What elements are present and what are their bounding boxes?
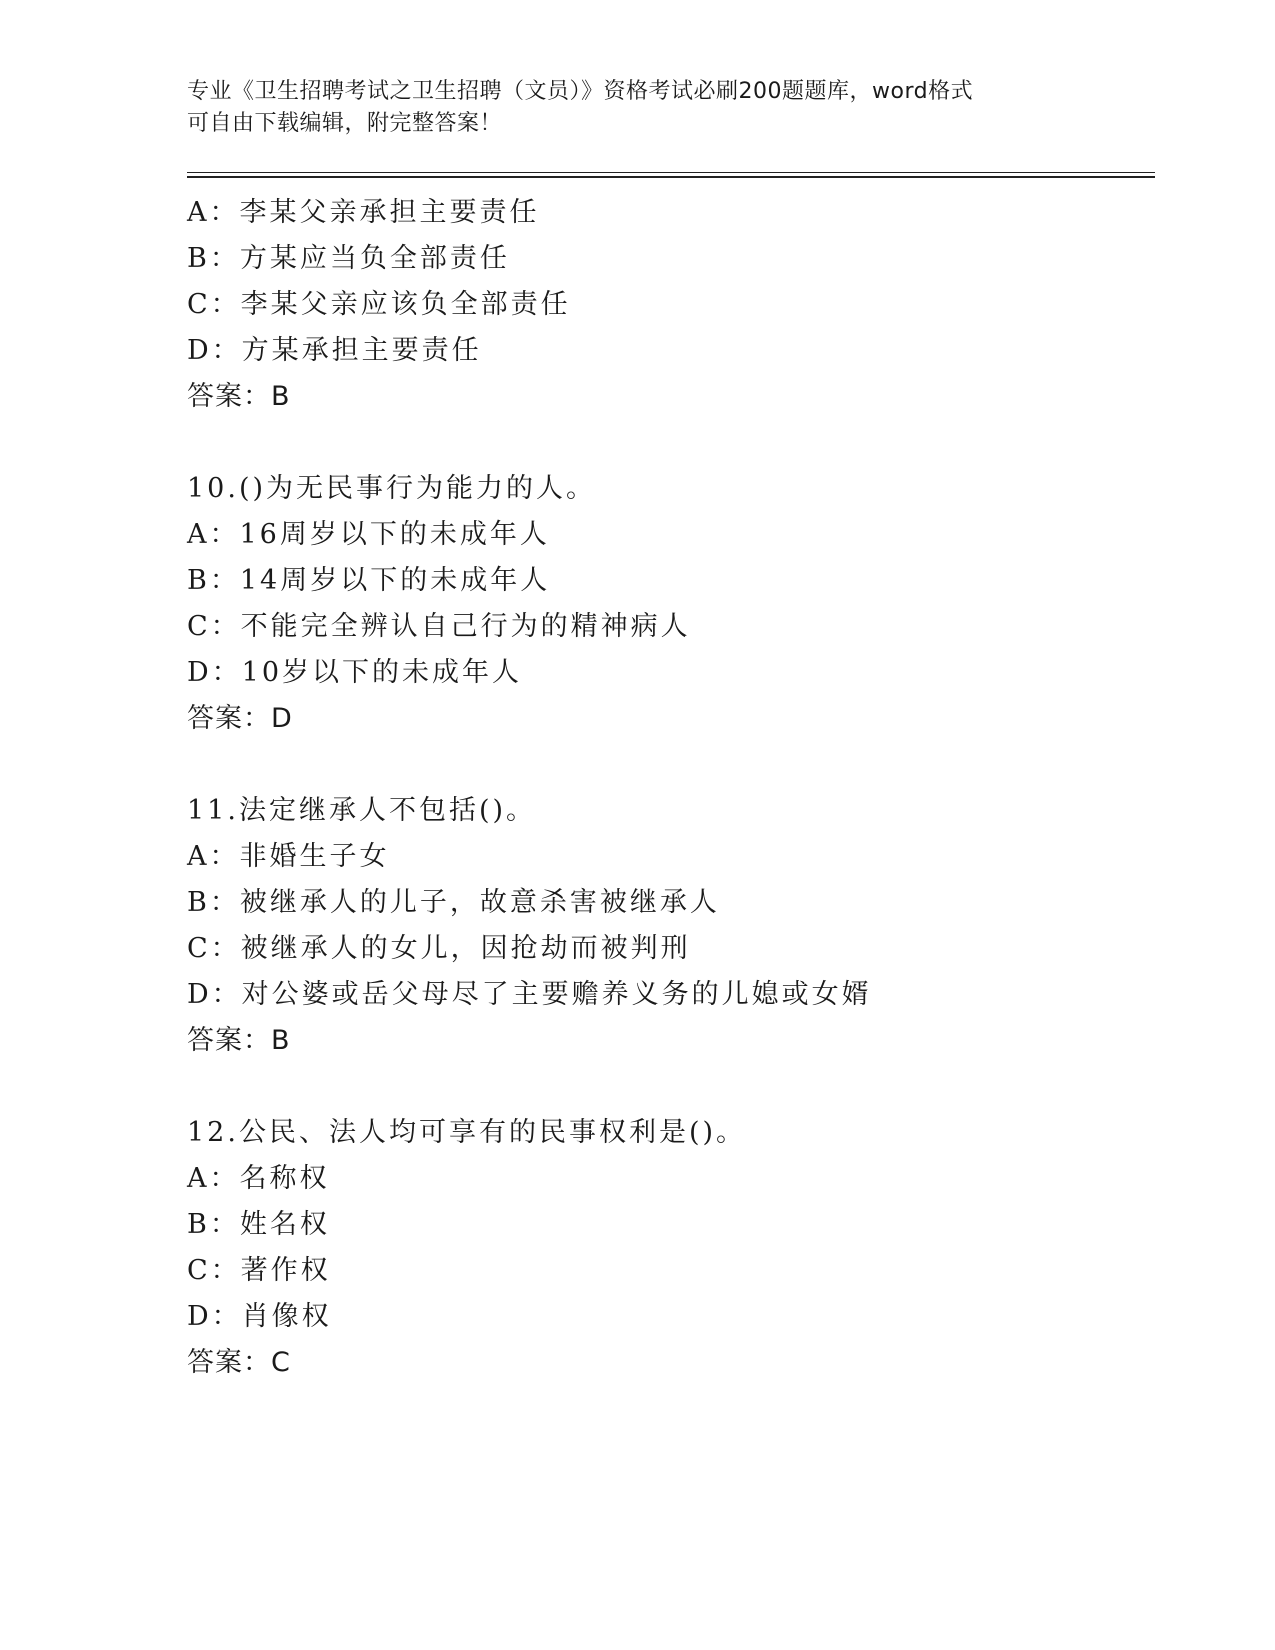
spacer [187, 1064, 1167, 1110]
option-b: B：14周岁以下的未成年人 [187, 565, 551, 596]
option-a: A：16周岁以下的未成年人 [187, 519, 550, 550]
option-d: D：肖像权 [187, 1301, 332, 1332]
answer-line: 答案：B [187, 381, 291, 412]
answer-line: 答案：B [187, 1025, 291, 1056]
question-stem: 10.()为无民事行为能力的人。 [187, 473, 597, 504]
option-a: A：非婚生子女 [187, 841, 390, 872]
option-b: B：方某应当负全部责任 [187, 243, 510, 274]
answer-line: 答案：D [187, 703, 293, 734]
document-header [187, 76, 1087, 140]
option-c: C：李某父亲应该负全部责任 [187, 289, 571, 320]
spacer [187, 742, 1167, 788]
header-line-2: 可自由下载编辑，附完整答案！ [187, 111, 503, 136]
answer-line: 答案：C [187, 1347, 291, 1378]
option-a: A：名称权 [187, 1163, 330, 1194]
header-line-1: 专业《卫生招聘考试之卫生招聘（文员）》资格考试必刷200题题库，word格式 [187, 79, 974, 104]
option-d: D：对公婆或岳父母尽了主要赡养义务的儿媳或女婿 [187, 979, 872, 1010]
option-c: C：著作权 [187, 1255, 331, 1286]
option-a: A：李某父亲承担主要责任 [187, 197, 540, 228]
header-rule-thick [187, 176, 1155, 178]
question-block [187, 788, 1167, 1064]
header-rule-thin [187, 172, 1155, 173]
option-c: C：被继承人的女儿，因抢劫而被判刑 [187, 933, 691, 964]
question-stem: 12.公民、法人均可享有的民事权利是()。 [187, 1117, 747, 1148]
option-d: D：方某承担主要责任 [187, 335, 482, 366]
option-c: C：不能完全辨认自己行为的精神病人 [187, 611, 691, 642]
option-b: B：被继承人的儿子，故意杀害被继承人 [187, 887, 720, 918]
spacer [187, 420, 1167, 466]
question-list [187, 190, 1167, 1386]
question-stem: 11.法定继承人不包括()。 [187, 795, 537, 826]
question-block [187, 190, 1167, 420]
question-block [187, 466, 1167, 742]
option-d: D：10岁以下的未成年人 [187, 657, 523, 688]
question-block [187, 1110, 1167, 1386]
option-b: B：姓名权 [187, 1209, 330, 1240]
